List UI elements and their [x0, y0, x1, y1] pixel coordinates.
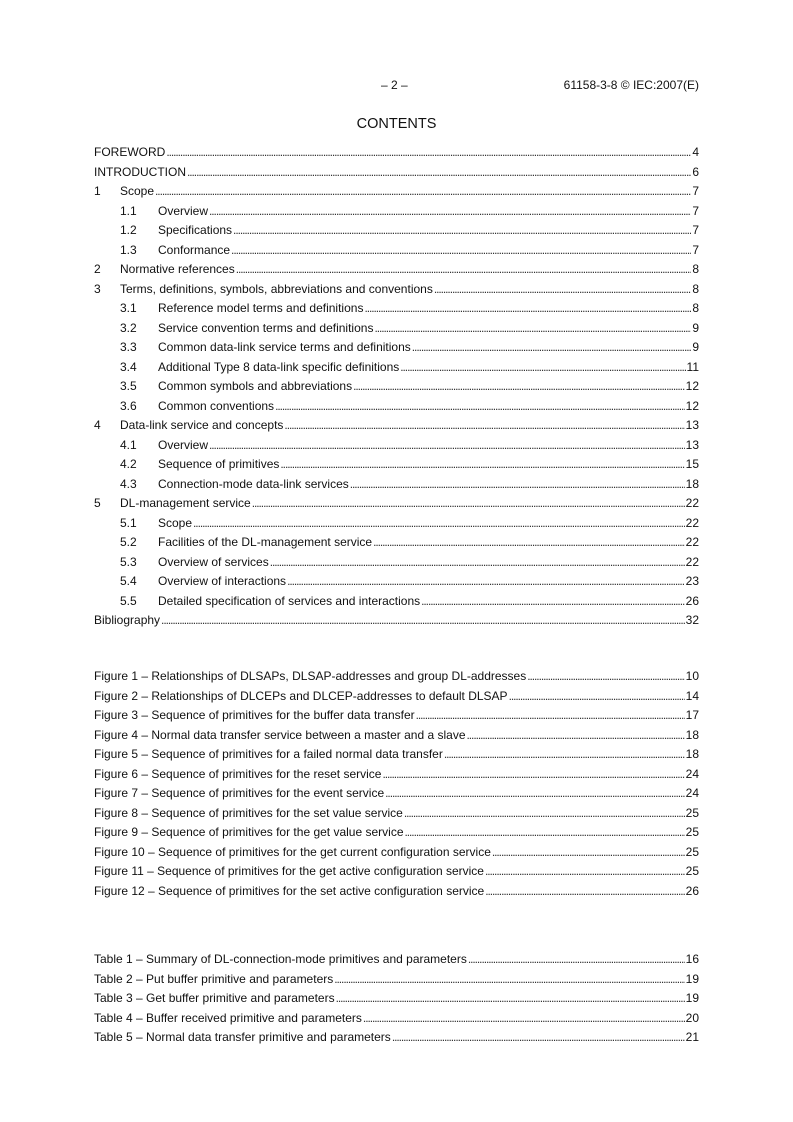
toc-entry-label: FOREWORD — [94, 145, 166, 159]
toc-entry[interactable] — [94, 553, 699, 573]
dot-leader — [275, 397, 685, 417]
dot-leader — [350, 475, 685, 495]
toc-entry[interactable] — [94, 494, 699, 514]
dot-leader — [509, 687, 685, 707]
toc-entry-label: Figure 12 – Sequence of primitives for the set active configuration service — [94, 883, 485, 898]
toc-entry[interactable] — [94, 726, 699, 746]
toc-entry-label: Additional Type 8 data-link specific definitions — [158, 359, 400, 374]
toc-entry-label: Specifications — [158, 223, 233, 237]
toc-entry-number: 4.3 — [120, 476, 137, 491]
toc-entry-page: 9 — [692, 340, 699, 354]
toc-entry[interactable] — [94, 745, 699, 765]
toc-entry-page: 13 — [685, 437, 699, 452]
toc-entry-label: Data-link service and concepts — [120, 418, 284, 432]
toc-entry-number: 3.2 — [120, 320, 137, 335]
toc-entry-page: 25 — [685, 864, 699, 878]
toc-entry-page: 9 — [692, 320, 699, 335]
dot-leader — [187, 163, 691, 183]
toc-entry-page: 32 — [685, 613, 699, 627]
toc-entry-page: 24 — [685, 766, 699, 781]
toc-entry-page: 26 — [685, 883, 699, 898]
toc-entry-label: Facilities of the DL-management service — [158, 535, 373, 549]
toc-entry[interactable] — [94, 397, 699, 417]
dot-leader — [231, 241, 691, 261]
toc-tables-list — [94, 950, 699, 1048]
toc-entry-number: 1.2 — [120, 223, 137, 237]
toc-entry[interactable] — [94, 989, 699, 1009]
toc-entry[interactable] — [94, 611, 699, 631]
toc-entry-number: 3.6 — [120, 398, 137, 413]
toc-entry-page: 16 — [685, 952, 699, 966]
toc-entry-page: 19 — [685, 971, 699, 986]
toc-entry-label: Overview of interactions — [158, 574, 287, 588]
toc-entry[interactable] — [94, 163, 699, 183]
dot-leader — [287, 572, 685, 592]
toc-entry-number: 2 — [94, 262, 101, 276]
toc-entry-number: 1.1 — [120, 203, 137, 218]
dot-leader — [166, 143, 691, 163]
toc-entry-page: 18 — [685, 747, 699, 761]
toc-entry-label: Sequence of primitives — [158, 457, 280, 471]
toc-entry-page: 13 — [685, 418, 699, 432]
toc-entry-number: 3.4 — [120, 359, 137, 374]
toc-entry-label: Figure 6 – Sequence of primitives for the reset service — [94, 766, 382, 781]
dot-leader — [467, 726, 685, 746]
toc-entry-label: Table 4 – Buffer received primitive and parameters — [94, 1010, 362, 1025]
toc-entry-page: 26 — [685, 593, 699, 608]
dot-leader — [209, 202, 691, 222]
toc-entry-page: 20 — [685, 1010, 699, 1025]
toc-entry-page: 7 — [692, 184, 699, 198]
dot-leader — [270, 553, 685, 573]
toc-entry-page: 25 — [685, 805, 699, 820]
toc-entry-label: Detailed specification of services and interactions — [158, 593, 421, 608]
dot-leader — [236, 260, 692, 280]
toc-entry-page: 22 — [685, 535, 699, 549]
dot-leader — [363, 1009, 685, 1029]
toc-entry-label: Normative references — [120, 262, 235, 276]
toc-entry[interactable] — [94, 765, 699, 785]
toc-entry[interactable] — [94, 182, 699, 202]
toc-entry-number: 5.2 — [120, 535, 137, 549]
toc-entry-label: Figure 9 – Sequence of primitives for the get value service — [94, 825, 404, 839]
dot-leader — [400, 358, 685, 378]
toc-entry-page: 8 — [692, 301, 699, 315]
toc-entry-page: 12 — [685, 379, 699, 393]
toc-entry-page: 22 — [685, 554, 699, 569]
toc-entry-page: 8 — [692, 281, 699, 296]
toc-entry-page: 25 — [685, 825, 699, 839]
toc-entry[interactable] — [94, 143, 699, 163]
dot-leader — [404, 804, 685, 824]
toc-entry[interactable] — [94, 221, 699, 241]
toc-entry-label: DL-management service — [120, 496, 251, 510]
dot-leader — [193, 514, 685, 534]
toc-entry[interactable] — [94, 823, 699, 843]
toc-entry[interactable] — [94, 572, 699, 592]
toc-entry-number: 1 — [94, 184, 101, 198]
toc-entry-number: 5.4 — [120, 574, 137, 588]
toc-entry-page: 7 — [692, 242, 699, 257]
toc-entry-label: Overview — [158, 437, 209, 452]
toc-entry[interactable] — [94, 882, 699, 902]
toc-entry[interactable] — [94, 280, 699, 300]
dot-leader — [412, 338, 692, 358]
toc-entry[interactable] — [94, 416, 699, 436]
toc-entry-label: Table 1 – Summary of DL-connection-mode primitives and parameters — [94, 952, 467, 966]
dot-leader — [434, 280, 691, 300]
toc-entry-label: INTRODUCTION — [94, 164, 186, 179]
toc-entry-number: 4 — [94, 418, 101, 432]
toc-entry-label: Figure 5 – Sequence of primitives for a failed normal data transfer — [94, 747, 443, 761]
toc-entry[interactable] — [94, 241, 699, 261]
toc-entry-page: 25 — [685, 844, 699, 859]
toc-entry-label: Common data-link service terms and definitions — [158, 340, 411, 354]
dot-leader — [485, 862, 685, 882]
dot-leader — [392, 1028, 685, 1048]
toc-entry-label: Common symbols and abbreviations — [158, 379, 353, 393]
toc-entry-page: 22 — [685, 496, 699, 510]
toc-entry-label: Scope — [158, 515, 193, 530]
toc-entry-label: Scope — [120, 184, 155, 198]
dot-leader — [527, 667, 684, 687]
toc-entry-label: Figure 10 – Sequence of primitives for the get current configuration service — [94, 844, 491, 859]
dot-leader — [336, 989, 685, 1009]
toc-entry-page: 10 — [685, 669, 699, 683]
toc-entry-label: Figure 8 – Sequence of primitives for the set value service — [94, 805, 403, 820]
toc-entry-number: 4.2 — [120, 457, 137, 471]
toc-entry[interactable] — [94, 533, 699, 553]
toc-entry-label: Figure 1 – Relationships of DLSAPs, DLSAP-addresses and group DL-addresses — [94, 669, 527, 683]
toc-entry-page: 21 — [685, 1030, 699, 1044]
dot-leader — [385, 784, 684, 804]
toc-entry[interactable] — [94, 260, 699, 280]
dot-leader — [416, 706, 685, 726]
toc-entry[interactable] — [94, 1009, 699, 1029]
toc-entry-label: Table 2 – Put buffer primitive and parameters — [94, 971, 334, 986]
contents-title: CONTENTS — [356, 116, 437, 132]
toc-entry-page: 18 — [685, 476, 699, 491]
toc-entry-page: 6 — [692, 164, 699, 179]
toc-entry[interactable] — [94, 706, 699, 726]
toc-entry-label: Overview — [158, 203, 209, 218]
toc-entry-label: Table 5 – Normal data transfer primitive and parameters — [94, 1030, 391, 1044]
toc-entry-page: 15 — [685, 457, 699, 471]
toc-entry[interactable] — [94, 358, 699, 378]
toc-entry-label: Common conventions — [158, 398, 275, 413]
toc-entry[interactable] — [94, 804, 699, 824]
toc-entry-number: 4.1 — [120, 437, 137, 452]
document-id: 61158-3-8 © IEC:2007(E) — [563, 78, 699, 92]
toc-entry[interactable] — [94, 202, 699, 222]
toc-entry[interactable] — [94, 377, 699, 397]
toc-entry[interactable] — [94, 1028, 699, 1048]
toc-main-list — [94, 143, 699, 631]
toc-entry-page: 8 — [692, 262, 699, 276]
dot-leader — [155, 182, 691, 202]
toc-entry-number: 3.3 — [120, 340, 137, 354]
toc-entry[interactable] — [94, 667, 699, 687]
toc-entry-number: 3 — [94, 281, 101, 296]
toc-entry-page: 7 — [692, 223, 699, 237]
toc-entry[interactable] — [94, 455, 699, 475]
toc-entry-page: 11 — [686, 359, 699, 374]
toc-entry[interactable] — [94, 514, 699, 534]
dot-leader — [468, 950, 685, 970]
toc-entry-page: 7 — [692, 203, 699, 218]
toc-entry-label: Figure 7 – Sequence of primitives for the event service — [94, 786, 385, 800]
dot-leader — [421, 592, 685, 612]
toc-entry-label: Table 3 – Get buffer primitive and parameters — [94, 991, 335, 1005]
toc-entry-label: Conformance — [158, 242, 231, 257]
toc-entry-label: Terms, definitions, symbols, abbreviations and conventions — [120, 281, 433, 296]
dot-leader — [492, 843, 685, 863]
toc-entry[interactable] — [94, 843, 699, 863]
toc-entry[interactable] — [94, 299, 699, 319]
toc-entry[interactable] — [94, 687, 699, 707]
dot-leader — [405, 823, 685, 843]
toc-figures-list — [94, 667, 699, 901]
dot-leader — [382, 765, 684, 785]
toc-entry-page: 24 — [685, 786, 699, 800]
dot-leader — [280, 455, 684, 475]
toc-entry[interactable] — [94, 436, 699, 456]
toc-entry-label: Reference model terms and definitions — [158, 301, 364, 315]
toc-entry-number: 5 — [94, 496, 101, 510]
page-number: – 2 – — [381, 78, 408, 92]
toc-entry-page: 4 — [692, 145, 699, 159]
toc-entry[interactable] — [94, 950, 699, 970]
toc-entry-page: 17 — [685, 708, 699, 722]
dot-leader — [374, 319, 691, 339]
page-header — [94, 78, 699, 94]
toc-entry-page: 22 — [685, 515, 699, 530]
toc-entry-page: 14 — [685, 688, 699, 703]
dot-leader — [233, 221, 691, 241]
dot-leader — [334, 970, 684, 990]
toc-entry-number: 5.5 — [120, 593, 137, 608]
toc-entry-page: 19 — [685, 991, 699, 1005]
toc-entry-number: 5.1 — [120, 515, 137, 530]
dot-leader — [353, 377, 685, 397]
toc-entry[interactable] — [94, 319, 699, 339]
toc-entry[interactable] — [94, 592, 699, 612]
dot-leader — [209, 436, 685, 456]
dot-leader — [373, 533, 685, 553]
dot-leader — [444, 745, 685, 765]
dot-leader — [284, 416, 684, 436]
toc-entry-label: Figure 11 – Sequence of primitives for the get active configuration service — [94, 864, 484, 878]
toc-entry-label: Connection-mode data-link services — [158, 476, 349, 491]
dot-leader — [252, 494, 685, 514]
toc-entry-number: 1.3 — [120, 242, 137, 257]
toc-entry[interactable] — [94, 784, 699, 804]
toc-entry-number: 5.3 — [120, 554, 137, 569]
dot-leader — [161, 611, 685, 631]
toc-entry-number: 3.5 — [120, 379, 137, 393]
toc-entry[interactable] — [94, 970, 699, 990]
toc-entry[interactable] — [94, 862, 699, 882]
dot-leader — [364, 299, 691, 319]
toc-entry-label: Bibliography — [94, 613, 161, 627]
toc-entry[interactable] — [94, 338, 699, 358]
toc-entry-label: Figure 3 – Sequence of primitives for the buffer data transfer — [94, 708, 415, 722]
toc-entry-number: 3.1 — [120, 301, 137, 315]
toc-entry-label: Figure 4 – Normal data transfer service between a master and a slave — [94, 727, 466, 742]
toc-entry-page: 18 — [685, 727, 699, 742]
toc-entry-label: Figure 2 – Relationships of DLCEPs and DLCEP-addresses to default DLSAP — [94, 688, 508, 703]
dot-leader — [485, 882, 684, 902]
toc-entry-page: 23 — [685, 574, 699, 588]
toc-entry-page: 12 — [685, 398, 699, 413]
toc-entry-label: Overview of services — [158, 554, 269, 569]
toc-entry-label: Service convention terms and definitions — [158, 320, 374, 335]
toc-entry[interactable] — [94, 475, 699, 495]
